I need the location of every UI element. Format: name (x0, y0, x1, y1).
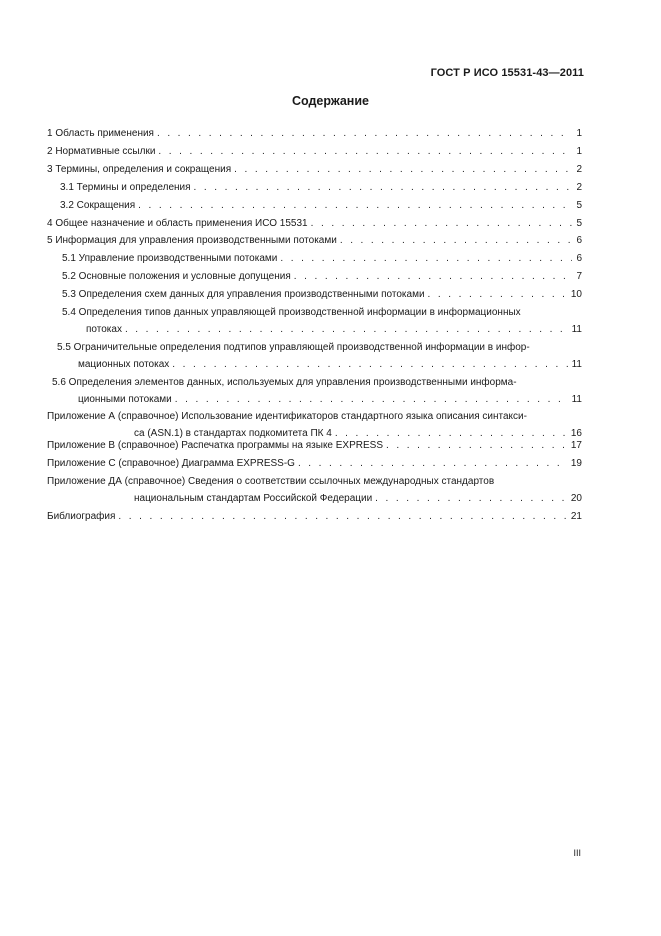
toc-entry-title-continued: потоках (86, 324, 122, 335)
dot-leader (294, 268, 573, 285)
toc-entry-page: 11 (571, 324, 582, 335)
toc-entry-title: 3.2 Сокращения (60, 200, 136, 211)
toc-entry-page: 11 (571, 394, 582, 405)
dot-leader (175, 391, 568, 408)
toc-entry-page: 20 (570, 493, 582, 504)
dot-leader (375, 490, 567, 507)
toc-entry-page: 7 (576, 271, 582, 282)
toc-entry-page: 6 (576, 253, 582, 264)
dot-leader (428, 286, 567, 303)
toc-entry-title-continued: национальным стандартам Российской Федерации (134, 493, 373, 504)
toc-entry-page: 19 (570, 458, 582, 469)
toc-entry-page: 17 (570, 440, 582, 451)
dot-leader (157, 125, 572, 142)
toc-entry-title: Приложение С (справочное) Диаграмма EXPRESS-G (47, 458, 295, 469)
toc-entry-title: Приложение ДА (справочное) Сведения о соответствии ссылочных международных стандартов (47, 476, 495, 487)
dot-leader (340, 232, 573, 249)
page-number: III (573, 848, 581, 858)
toc-entry-page: 16 (570, 428, 582, 439)
toc-entry-title: 3 Термины, определения и сокращения (47, 164, 232, 175)
toc-entry-title-continued: са (ASN.1) в стандартах подкомитета ПК 4 (134, 428, 332, 439)
toc-entry-title: Приложение А (справочное) Использование идентификаторов стандартного языка описания синтакси- (47, 411, 527, 422)
dot-leader (125, 321, 568, 338)
toc-entry-title: 5.4 Определения типов данных управляющей производственной информации в информационных (62, 307, 521, 318)
dot-leader (138, 197, 572, 214)
dot-leader (280, 250, 572, 267)
toc-entry-title: 2 Нормативные ссылки (47, 146, 156, 157)
toc-entry-title: 5 Информация для управления производственными потоками (47, 235, 337, 246)
dot-leader (118, 508, 566, 525)
document-code: ГОСТ Р ИСО 15531-43—2011 (430, 67, 584, 79)
toc-entry-page: 2 (576, 182, 582, 193)
toc-entry-page: 1 (576, 146, 582, 157)
toc-entry-page: 10 (570, 289, 582, 300)
toc-entry-title-continued: ционными потоками (78, 394, 172, 405)
dot-leader (311, 215, 573, 232)
toc-entry-page: 5 (576, 218, 582, 229)
toc-entry-title: 3.1 Термины и определения (60, 182, 191, 193)
toc-entry-title: 5.6 Определения элементов данных, используемых для управления производственными информа- (52, 377, 517, 388)
toc-entry-title: 5.3 Определения схем данных для управления производственными потоками (62, 289, 425, 300)
dot-leader (194, 179, 573, 196)
toc-title: Содержание (291, 94, 369, 108)
toc-entry-title: Библиография (47, 511, 116, 522)
toc-entry-page: 5 (576, 200, 582, 211)
dot-leader (158, 143, 572, 160)
toc-entry-page: 11 (571, 359, 582, 370)
dot-leader (386, 437, 567, 454)
toc-entry-title-continued: мационных потоках (78, 359, 170, 370)
toc-entry-title: 1 Область применения (47, 128, 154, 139)
toc-entry-title: 5.1 Управление производственными потоками (62, 253, 278, 264)
toc-entry-title: 5.2 Основные положения и условные допущения (62, 271, 291, 282)
dot-leader (234, 161, 572, 178)
toc-entry-page: 1 (576, 128, 582, 139)
toc-entry-page: 21 (570, 511, 582, 522)
toc-entry-page: 6 (576, 235, 582, 246)
dot-leader (298, 455, 567, 472)
dot-leader (172, 356, 567, 373)
toc-entry-page: 2 (576, 164, 582, 175)
toc-entry-title: 5.5 Ограничительные определения подтипов управляющей производственной информации в инфор- (57, 342, 530, 353)
toc-entry-title: 4 Общее назначение и область применения ИСО 15531 (47, 218, 308, 229)
toc-entry-title: Приложение В (справочное) Распечатка программы на языке EXPRESS (47, 440, 384, 451)
